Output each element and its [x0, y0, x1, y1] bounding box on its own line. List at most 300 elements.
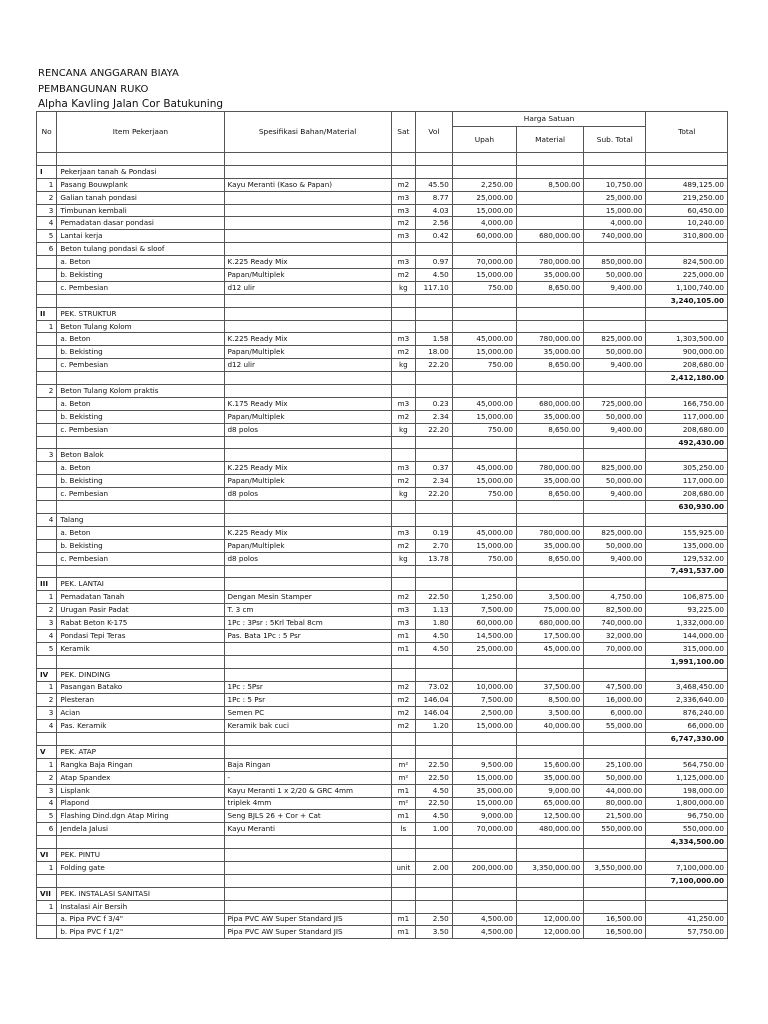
cell-total: 208,680.00 — [646, 359, 728, 372]
cell-item: Beton Tulang Kolom — [57, 320, 224, 333]
cell-sat: m2 — [391, 539, 415, 552]
cell-subtotal: 44,000.00 — [584, 784, 646, 797]
table-row — [37, 217, 728, 230]
cell-no: I — [37, 165, 57, 178]
cell-no — [37, 462, 57, 475]
cell-vol — [416, 874, 453, 887]
cell-item: Instalasi Air Bersih — [57, 900, 224, 913]
cell-spec: Papan/Multiplek — [224, 269, 391, 282]
cell-material: 780,000.00 — [516, 256, 583, 269]
cell-subtotal: 9,400.00 — [584, 281, 646, 294]
cell-spec: K.225 Ready Mix — [224, 256, 391, 269]
cell-subtotal — [584, 320, 646, 333]
cell-subtotal: 825,000.00 — [584, 333, 646, 346]
cell-total: 876,240.00 — [646, 707, 728, 720]
cell-upah — [452, 874, 516, 887]
cell-material — [516, 165, 583, 178]
cell-material — [516, 565, 583, 578]
cell-total: 489,125.00 — [646, 178, 728, 191]
cell-sat — [391, 745, 415, 758]
cell-vol: 2.70 — [416, 539, 453, 552]
cell-total: 66,000.00 — [646, 720, 728, 733]
cell-vol: 4.50 — [416, 784, 453, 797]
cell-sat — [391, 836, 415, 849]
cell-total: 900,000.00 — [646, 346, 728, 359]
cell-upah — [452, 668, 516, 681]
cell-total: 208,680.00 — [646, 488, 728, 501]
cell-total — [646, 385, 728, 398]
cell-no: 3 — [37, 707, 57, 720]
cell-spec — [224, 874, 391, 887]
cell-material — [516, 836, 583, 849]
cell-sat: m2 — [391, 591, 415, 604]
cell-sat: m² — [391, 758, 415, 771]
cell-vol — [416, 449, 453, 462]
cell-upah: 4,000.00 — [452, 217, 516, 230]
cell-subtotal: 25,000.00 — [584, 191, 646, 204]
cell-upah: 750.00 — [452, 359, 516, 372]
cell-spec: Dengan Mesin Stamper — [224, 591, 391, 604]
cell-no: III — [37, 578, 57, 591]
cell-material: 680,000.00 — [516, 397, 583, 410]
cell-subtotal: 50,000.00 — [584, 771, 646, 784]
cell-upah: 45,000.00 — [452, 333, 516, 346]
section-row — [37, 887, 728, 900]
cell-no — [37, 372, 57, 385]
cell-subtotal: 50,000.00 — [584, 269, 646, 282]
subtotal-row — [37, 836, 728, 849]
cell-no: 1 — [37, 900, 57, 913]
cell-sat: kg — [391, 552, 415, 565]
col-header-sat: Sat — [391, 112, 415, 153]
cell-vol: 22.20 — [416, 488, 453, 501]
cell-total: 630,930.00 — [646, 501, 728, 514]
cell-total — [646, 668, 728, 681]
cell-total — [646, 578, 728, 591]
cell-upah — [452, 153, 516, 166]
cell-no — [37, 836, 57, 849]
cell-upah — [452, 887, 516, 900]
section-row — [37, 849, 728, 862]
cell-subtotal: 25,100.00 — [584, 758, 646, 771]
cell-material: 40,000.00 — [516, 720, 583, 733]
cell-subtotal: 21,500.00 — [584, 810, 646, 823]
cell-no: 1 — [37, 861, 57, 874]
cell-subtotal: 55,000.00 — [584, 720, 646, 733]
cell-vol: 1.13 — [416, 604, 453, 617]
cell-material: 780,000.00 — [516, 526, 583, 539]
cell-total — [646, 307, 728, 320]
cell-subtotal — [584, 874, 646, 887]
cell-total: 96,750.00 — [646, 810, 728, 823]
cell-item: Rangka Baja Ringan — [57, 758, 224, 771]
cell-sat — [391, 294, 415, 307]
table-body — [37, 153, 728, 939]
cell-item: PEK. STRUKTUR — [57, 307, 224, 320]
cell-vol: 2.50 — [416, 913, 453, 926]
cell-vol: 22.50 — [416, 591, 453, 604]
cell-upah: 750.00 — [452, 552, 516, 565]
table-row — [37, 423, 728, 436]
cell-total: 3,468,450.00 — [646, 681, 728, 694]
subtotal-row — [37, 733, 728, 746]
cell-material — [516, 513, 583, 526]
cell-vol: 117.10 — [416, 281, 453, 294]
cell-sat: m3 — [391, 191, 415, 204]
table-row — [37, 397, 728, 410]
cell-upah — [452, 578, 516, 591]
cell-sat: m1 — [391, 810, 415, 823]
table-row — [37, 385, 728, 398]
cell-vol — [416, 436, 453, 449]
cell-material — [516, 887, 583, 900]
cell-material: 12,500.00 — [516, 810, 583, 823]
cell-no — [37, 475, 57, 488]
cell-no: IV — [37, 668, 57, 681]
table-row — [37, 230, 728, 243]
cell-vol: 4.50 — [416, 629, 453, 642]
cell-total: 155,925.00 — [646, 526, 728, 539]
cell-no — [37, 333, 57, 346]
cell-vol: 0.42 — [416, 230, 453, 243]
cell-vol — [416, 153, 453, 166]
cell-upah: 60,000.00 — [452, 617, 516, 630]
cell-total: 166,750.00 — [646, 397, 728, 410]
cell-spec — [224, 887, 391, 900]
cell-spec — [224, 501, 391, 514]
cell-subtotal — [584, 385, 646, 398]
cell-material: 35,000.00 — [516, 475, 583, 488]
cell-total: 550,000.00 — [646, 823, 728, 836]
cell-upah — [452, 243, 516, 256]
cell-subtotal — [584, 372, 646, 385]
cell-upah: 1,250.00 — [452, 591, 516, 604]
cell-material: 35,000.00 — [516, 269, 583, 282]
cell-item: Plapond — [57, 797, 224, 810]
cell-subtotal — [584, 243, 646, 256]
cell-subtotal — [584, 745, 646, 758]
cell-item: a. Beton — [57, 397, 224, 410]
cell-item — [57, 153, 224, 166]
table-row — [37, 771, 728, 784]
cell-upah: 750.00 — [452, 488, 516, 501]
cell-item: Folding gate — [57, 861, 224, 874]
cell-item: a. Pipa PVC f 3/4" — [57, 913, 224, 926]
cell-no — [37, 655, 57, 668]
cell-total: 1,991,100.00 — [646, 655, 728, 668]
subtotal-row — [37, 501, 728, 514]
cell-vol: 22.20 — [416, 423, 453, 436]
cell-no — [37, 488, 57, 501]
cell-upah: 70,000.00 — [452, 823, 516, 836]
cell-item: Urugan Pasir Padat — [57, 604, 224, 617]
cell-subtotal — [584, 836, 646, 849]
cell-subtotal: 16,500.00 — [584, 913, 646, 926]
cell-sat: m2 — [391, 269, 415, 282]
cell-material — [516, 849, 583, 862]
cell-spec: Pipa PVC AW Super Standard JIS — [224, 926, 391, 939]
col-header-upah: Upah — [452, 127, 516, 153]
cell-sat: m1 — [391, 629, 415, 642]
table-row — [37, 359, 728, 372]
table-row — [37, 526, 728, 539]
cell-vol: 0.37 — [416, 462, 453, 475]
cell-upah: 200,000.00 — [452, 861, 516, 874]
cell-total: 60,450.00 — [646, 204, 728, 217]
cell-subtotal — [584, 449, 646, 462]
cell-sat: m2 — [391, 346, 415, 359]
cell-no — [37, 539, 57, 552]
cell-subtotal: 70,000.00 — [584, 642, 646, 655]
cell-material — [516, 668, 583, 681]
cell-material: 12,000.00 — [516, 926, 583, 939]
cell-sat: m3 — [391, 617, 415, 630]
cell-sat — [391, 243, 415, 256]
table-row — [37, 900, 728, 913]
table-row — [37, 204, 728, 217]
cell-vol — [416, 294, 453, 307]
cell-item: b. Bekisting — [57, 346, 224, 359]
cell-material — [516, 733, 583, 746]
cell-subtotal: 825,000.00 — [584, 462, 646, 475]
cell-item: PEK. DINDING — [57, 668, 224, 681]
cell-vol: 2.34 — [416, 410, 453, 423]
cell-item: c. Pembesian — [57, 423, 224, 436]
cell-upah — [452, 436, 516, 449]
doc-location: Alpha Kavling Jalan Cor Batukuning — [38, 98, 224, 110]
cell-item: Galian tanah pondasi — [57, 191, 224, 204]
cell-upah: 45,000.00 — [452, 397, 516, 410]
cell-material — [516, 436, 583, 449]
cell-item: a. Beton — [57, 256, 224, 269]
cell-spec — [224, 243, 391, 256]
cell-subtotal — [584, 436, 646, 449]
cell-sat — [391, 449, 415, 462]
cell-subtotal: 3,550,000.00 — [584, 861, 646, 874]
cell-no: 6 — [37, 243, 57, 256]
cell-sat: m2 — [391, 694, 415, 707]
cell-item: Plesteran — [57, 694, 224, 707]
cell-subtotal: 850,000.00 — [584, 256, 646, 269]
cell-subtotal — [584, 655, 646, 668]
cell-vol: 3.50 — [416, 926, 453, 939]
cell-upah: 15,000.00 — [452, 269, 516, 282]
table-row — [37, 810, 728, 823]
cell-vol: 13.78 — [416, 552, 453, 565]
cell-spec — [224, 900, 391, 913]
table-row — [37, 758, 728, 771]
cell-spec: Kayu Meranti (Kaso & Papan) — [224, 178, 391, 191]
cell-sat: kg — [391, 359, 415, 372]
cell-material: 75,000.00 — [516, 604, 583, 617]
cell-upah — [452, 900, 516, 913]
cell-upah: 15,000.00 — [452, 771, 516, 784]
cell-item: Pemadatan dasar pondasi — [57, 217, 224, 230]
subtotal-row — [37, 372, 728, 385]
cell-material: 15,600.00 — [516, 758, 583, 771]
cell-no: 3 — [37, 784, 57, 797]
cell-vol — [416, 655, 453, 668]
cell-item: c. Pembesian — [57, 359, 224, 372]
cell-no — [37, 153, 57, 166]
cell-item — [57, 294, 224, 307]
cell-material: 480,000.00 — [516, 823, 583, 836]
cell-total: 310,800.00 — [646, 230, 728, 243]
cell-subtotal: 4,750.00 — [584, 591, 646, 604]
cell-total — [646, 900, 728, 913]
cell-spec: Pas. Bata 1Pc : 5 Psr — [224, 629, 391, 642]
cell-vol: 4.50 — [416, 810, 453, 823]
cell-upah — [452, 565, 516, 578]
cell-total: 2,412,180.00 — [646, 372, 728, 385]
cell-material — [516, 874, 583, 887]
cell-vol: 45.50 — [416, 178, 453, 191]
cell-item: c. Pembesian — [57, 552, 224, 565]
cell-subtotal: 15,000.00 — [584, 204, 646, 217]
cell-upah: 7,500.00 — [452, 694, 516, 707]
table-row — [37, 333, 728, 346]
cell-material: 35,000.00 — [516, 771, 583, 784]
cell-no: 3 — [37, 617, 57, 630]
subtotal-row — [37, 565, 728, 578]
table-row — [37, 410, 728, 423]
cell-vol — [416, 849, 453, 862]
cell-total: 10,240.00 — [646, 217, 728, 230]
table-row — [37, 913, 728, 926]
cell-sat: ls — [391, 823, 415, 836]
cell-subtotal: 47,500.00 — [584, 681, 646, 694]
cell-item — [57, 372, 224, 385]
cell-item: b. Bekisting — [57, 410, 224, 423]
cell-subtotal: 6,000.00 — [584, 707, 646, 720]
cell-vol: 2.00 — [416, 861, 453, 874]
cell-material: 8,650.00 — [516, 359, 583, 372]
cell-material — [516, 655, 583, 668]
cell-item: Beton Tulang Kolom praktis — [57, 385, 224, 398]
cell-no: 1 — [37, 591, 57, 604]
cell-no — [37, 256, 57, 269]
cell-upah — [452, 501, 516, 514]
table-row — [37, 462, 728, 475]
cell-upah: 25,000.00 — [452, 191, 516, 204]
cell-vol: 22.20 — [416, 359, 453, 372]
cell-material: 8,650.00 — [516, 552, 583, 565]
cell-vol: 2.34 — [416, 475, 453, 488]
cell-spec: Papan/Multiplek — [224, 346, 391, 359]
table-row — [37, 243, 728, 256]
cell-item: Beton tulang pondasi & sloof — [57, 243, 224, 256]
cell-material — [516, 191, 583, 204]
cell-item — [57, 655, 224, 668]
cell-sat — [391, 668, 415, 681]
cell-item: Pasang Bouwplank — [57, 178, 224, 191]
subtotal-row — [37, 294, 728, 307]
cell-total: 129,532.00 — [646, 552, 728, 565]
cell-spec: T. 3 cm — [224, 604, 391, 617]
cell-total — [646, 449, 728, 462]
cell-subtotal — [584, 887, 646, 900]
cell-vol: 8.77 — [416, 191, 453, 204]
cell-no — [37, 423, 57, 436]
cell-vol: 2.56 — [416, 217, 453, 230]
cell-total: 1,800,000.00 — [646, 797, 728, 810]
cell-no — [37, 913, 57, 926]
cell-total: 1,100,740.00 — [646, 281, 728, 294]
cell-subtotal: 50,000.00 — [584, 410, 646, 423]
cell-vol: 1.00 — [416, 823, 453, 836]
cell-subtotal: 32,000.00 — [584, 629, 646, 642]
cell-material — [516, 900, 583, 913]
cell-material: 8,650.00 — [516, 423, 583, 436]
cell-material — [516, 385, 583, 398]
cell-vol: 1.80 — [416, 617, 453, 630]
cell-sat: m2 — [391, 707, 415, 720]
cell-spec: Papan/Multiplek — [224, 539, 391, 552]
cell-no — [37, 269, 57, 282]
cell-item: Pasangan Batako — [57, 681, 224, 694]
cell-upah: 15,000.00 — [452, 410, 516, 423]
cell-vol: 4.03 — [416, 204, 453, 217]
cell-spec — [224, 307, 391, 320]
col-header-subtotal: Sub. Total — [584, 127, 646, 153]
cell-spec — [224, 153, 391, 166]
cell-material — [516, 449, 583, 462]
table-row — [37, 191, 728, 204]
cell-total — [646, 513, 728, 526]
cell-upah: 60,000.00 — [452, 230, 516, 243]
cell-vol — [416, 745, 453, 758]
cell-no: 6 — [37, 823, 57, 836]
cell-total: 208,680.00 — [646, 423, 728, 436]
cell-spec: Pipa PVC AW Super Standard JIS — [224, 913, 391, 926]
cell-no: 3 — [37, 449, 57, 462]
cell-spec: Baja Ringan — [224, 758, 391, 771]
cell-vol: 4.50 — [416, 269, 453, 282]
cell-spec: 1Pc : 5Psr — [224, 681, 391, 694]
cell-upah — [452, 513, 516, 526]
section-row — [37, 745, 728, 758]
cell-total: 219,250.00 — [646, 191, 728, 204]
cell-spec — [224, 733, 391, 746]
cell-spec: d8 polos — [224, 488, 391, 501]
cell-no: 3 — [37, 204, 57, 217]
cell-material: 3,500.00 — [516, 707, 583, 720]
cell-material: 35,000.00 — [516, 410, 583, 423]
cell-spec: triplek 4mm — [224, 797, 391, 810]
cell-material — [516, 372, 583, 385]
cell-upah — [452, 372, 516, 385]
cell-sat: m3 — [391, 397, 415, 410]
cell-subtotal: 740,000.00 — [584, 230, 646, 243]
cell-sat: m1 — [391, 784, 415, 797]
cell-sat: m3 — [391, 256, 415, 269]
doc-title: RENCANA ANGGARAN BIAYA — [38, 68, 179, 79]
cell-no: 5 — [37, 810, 57, 823]
cell-sat: kg — [391, 281, 415, 294]
cell-subtotal: 740,000.00 — [584, 617, 646, 630]
cell-no: 4 — [37, 797, 57, 810]
cell-subtotal: 9,400.00 — [584, 552, 646, 565]
cell-sat — [391, 165, 415, 178]
cell-vol — [416, 165, 453, 178]
cell-subtotal — [584, 307, 646, 320]
cell-sat: m2 — [391, 410, 415, 423]
cell-vol — [416, 733, 453, 746]
cell-material: 780,000.00 — [516, 462, 583, 475]
cell-subtotal: 50,000.00 — [584, 475, 646, 488]
cell-vol: 22.50 — [416, 797, 453, 810]
cell-total: 57,750.00 — [646, 926, 728, 939]
